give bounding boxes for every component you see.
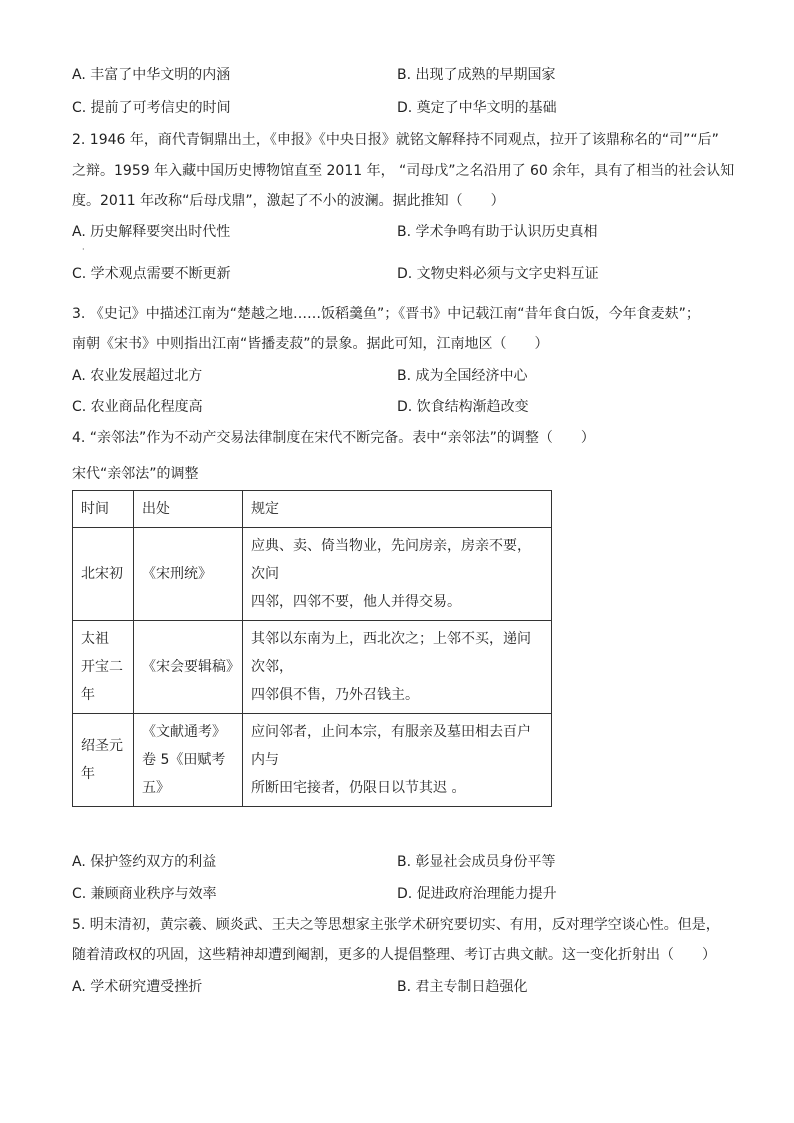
q3-option-d[interactable]: D. 饮食结构渐趋改变 (397, 399, 529, 415)
q4-stem: 4. “亲邻法”作为不动产交易法律制度在宋代不断完备。表中“亲邻法”的调整（ ） (72, 430, 595, 446)
q1-option-a[interactable]: A. 丰富了中华文明的内涵 (72, 67, 231, 83)
cell-rule (243, 621, 552, 714)
cell-source: 《宋刑统》 (134, 528, 243, 621)
rule-line: 所断田宅接者，仍限日以节其迟 。 (251, 780, 466, 796)
cell-source: 《宋会要辑稿》 (134, 621, 243, 714)
q5-option-b[interactable]: B. 君主专制日趋强化 (397, 979, 528, 995)
cell-rule (243, 714, 552, 807)
cell-time (73, 621, 134, 714)
time-line: 太祖 (81, 631, 109, 647)
q4-option-d[interactable]: D. 促进政府治理能力提升 (397, 886, 557, 902)
rule-line: 应典、卖、倚当物业，先问房亲，房亲不要，次问 (251, 538, 531, 582)
rule-line: 其邻以东南为上，西北次之；上邻不买，递问次邻， (251, 631, 531, 675)
q3-option-a[interactable]: A. 农业发展超过北方 (72, 368, 203, 384)
q1-option-d[interactable]: D. 奠定了中华文明的基础 (397, 100, 557, 116)
q2-stem-line-1: 2. 1946 年，商代青铜鼎出土，《申报》《中央日报》就铭文解释持不同观点，拉开了该鼎称名的“司”“后” (72, 132, 719, 148)
cell-time: 北宋初 (73, 528, 134, 621)
q1-option-b[interactable]: B. 出现了成熟的早期国家 (397, 67, 556, 83)
q4-table (72, 490, 552, 807)
header-rule: 规定 (243, 491, 552, 528)
rule-line: 四邻俱不售，乃外召钱主。 (251, 687, 419, 703)
q4-option-a[interactable]: A. 保护签约双方的利益 (72, 854, 217, 870)
q3-option-c[interactable]: C. 农业商品化程度高 (72, 399, 203, 415)
cell-rule (243, 528, 552, 621)
q2-option-d[interactable]: D. 文物史料必须与文字史料互证 (397, 266, 599, 282)
q4-option-b[interactable]: B. 彰显社会成员身份平等 (397, 854, 556, 870)
source-line: 卷 5《田赋考 (142, 752, 226, 768)
q2-stem-line-3: 度。2011 年改称“后母戊鼎”，激起了不小的波澜。据此推知（ ） (72, 193, 505, 209)
table-header-row (73, 491, 552, 528)
cell-source (134, 714, 243, 807)
q3-stem-line-1: 3. 《史记》中描述江南为“楚越之地……饭稻羹鱼”；《晋书》中记载江南“昔年食白饭，今年食麦麸”； (72, 306, 700, 322)
time-line: 绍圣元 (81, 738, 123, 754)
q4-table-caption: 宋代“亲邻法”的调整 (72, 466, 199, 482)
q2-option-b[interactable]: B. 学术争鸣有助于认识历史真相 (397, 224, 598, 240)
stray-dot: · (82, 245, 85, 254)
header-time: 时间 (73, 491, 134, 528)
q2-option-c[interactable]: C. 学术观点需要不断更新 (72, 266, 231, 282)
rule-line: 应问邻者，止问本宗，有服亲及墓田相去百户内与 (251, 724, 531, 768)
q5-stem-line-2: 随着清政权的巩固，这些精神却遭到阉割，更多的人提倡整理、考订古典文献。这一变化折射出（ ） (72, 947, 716, 963)
time-line: 开宝二 (81, 659, 123, 675)
table-row (73, 528, 552, 621)
q2-stem-line-2: 之辩。1959 年入藏中国历史博物馆直至 2011 年， “司母戊”之名沿用了 60 余年，具有了相当的社会认知 (72, 163, 735, 179)
rule-line: 四邻，四邻不要，他人并得交易。 (251, 594, 461, 610)
q4-option-c[interactable]: C. 兼顾商业秩序与效率 (72, 886, 217, 902)
q3-stem-line-2: 南朝《宋书》中则指出江南“皆播麦菽”的景象。据此可知，江南地区（ ） (72, 336, 549, 352)
q3-option-b[interactable]: B. 成为全国经济中心 (397, 368, 528, 384)
source-line: 五》 (142, 780, 170, 796)
time-line: 年 (81, 687, 95, 703)
time-line: 年 (81, 766, 95, 782)
header-source: 出处 (134, 491, 243, 528)
cell-time (73, 714, 134, 807)
q2-option-a[interactable]: A. 历史解释要突出时代性 (72, 224, 231, 240)
table-row (73, 714, 552, 807)
q5-option-a[interactable]: A. 学术研究遭受挫折 (72, 979, 203, 995)
q5-stem-line-1: 5. 明末清初，黄宗羲、顾炎武、王夫之等思想家主张学术研究要切实、有用，反对理学空谈心性。但是， (72, 917, 720, 933)
source-line: 《文献通考》 (142, 724, 226, 740)
table-row (73, 621, 552, 714)
q1-option-c[interactable]: C. 提前了可考信史的时间 (72, 100, 231, 116)
